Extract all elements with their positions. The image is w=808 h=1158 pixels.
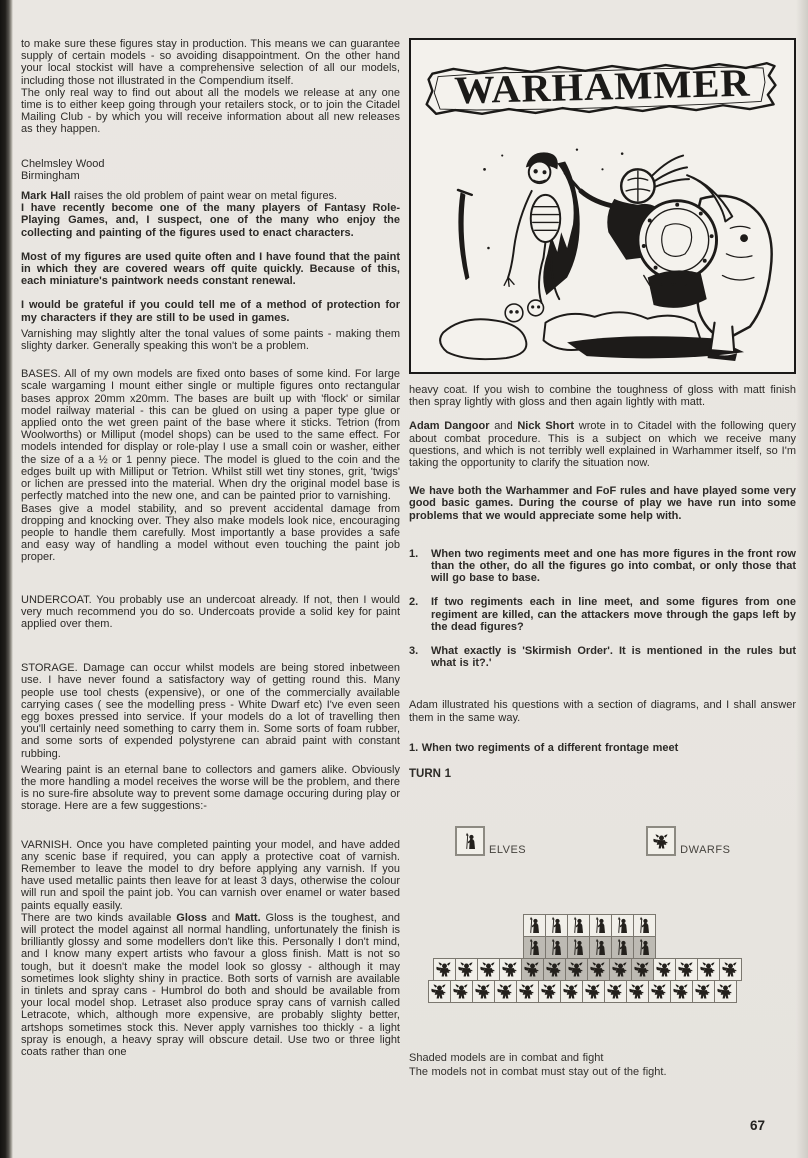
elf-regiment-row [523,936,796,959]
paragraph: UNDERCOAT. You probably use an undercoat already. If not, then I would very much recommend you do so. Undercoats provide a solid key for paint applied over them. [21,593,400,630]
question-item [409,645,796,669]
dwarf-icon [650,982,669,1001]
dwarf-model-square [692,980,715,1003]
address-line: Birmingham [21,169,80,182]
section-heading: 1. When two regiments of a different frontage meet [409,741,679,754]
dwarf-regiment-row [433,958,796,981]
dwarf-model-square [653,958,676,981]
elf-model-square [567,914,590,937]
paragraph [21,912,400,1058]
dwarf-icon [430,982,449,1001]
elf-icon [613,938,632,957]
reader-name: Mark Hall [21,190,71,203]
dwarfs-legend [646,826,730,856]
letter-paragraph: Most of my figures are used quite often and I have found that the paint in which they are covered wears off quite quickly. Because of this, each miniature's paintwork needs constant renewal. [21,250,400,288]
matt-keyword: Matt. [234,911,261,924]
paragraph-text: and [206,911,235,924]
dwarf-icon [479,960,498,979]
elf-icon [591,938,610,957]
dwarf-model-square [428,980,451,1003]
dwarf-model-square [521,958,544,981]
letter-paragraph: I would be grateful if you could tell me of a method of protection for my characters if they are still to be used in games. [21,299,400,324]
dwarf-icon [611,960,630,979]
elf-model-square [523,936,546,959]
paragraph: VARNISH. Once you have completed painting your model, and have added any scenic base if required, you can apply a protective coat of varnish. Remember to leave the model to dry before applying any varnish. If you have used metallic paints then leave for at least 3 days, otherwise the colour will run and spoil the paint job. You can varnish over enamel or water based paints equally easily. [21,838,400,912]
paragraph [21,190,400,202]
dwarfs-label: DWARFS [680,844,731,857]
letter-paragraph: We have both the Warhammer and FoF rules and have played some very good basic games. During the course of play we have run into some problems that we would appreciate some help with. [409,485,796,522]
dwarf-model-square [543,958,566,981]
dwarf-icon [501,960,520,979]
elves-label: ELVES [489,844,527,857]
elf-model-square [611,936,634,959]
dwarf-model-square [648,980,671,1003]
scan-edge-shadow [796,0,808,1158]
question-text: If two regiments each in line meet, and some figures from one regiment are killed, can the attackers move through the gaps left by the dead figures? [431,596,796,633]
dwarf-icon [655,960,674,979]
dwarf-icon [523,960,542,979]
question-text: When two regiments meet and one has more figures in the front row than the other, do all the figures go into combat, or only those that will go base to base. [431,547,796,585]
elf-model-square [611,914,634,937]
question-text: What exactly is 'Skirmish Order'. It is mentioned in the rules but what is it?.' [431,645,796,670]
paragraph-text: There are two kinds available [21,911,177,924]
elf-icon [525,938,544,957]
dwarf-model-square [455,958,478,981]
left-text-column [21,38,400,1058]
dwarf-model-square [626,980,649,1003]
elf-model-square [545,914,568,937]
dwarf-model-square [477,958,500,981]
dwarf-icon [699,960,718,979]
dwarf-icon [496,982,515,1001]
elf-icon [569,938,588,957]
combat-diagram [433,914,796,1003]
elf-regiment-row [523,914,796,937]
dwarf-icon [567,960,586,979]
dwarf-icon [562,982,581,1001]
warhammer-advert-box [409,38,796,374]
dwarf-model-square [499,958,522,981]
elf-icon [547,916,566,935]
dwarf-model-square [582,980,605,1003]
question-number: 1. [409,547,419,560]
elf-icon [635,938,654,957]
paragraph: Wearing paint is an eternal bane to collectors and gamers alike. Obviously the more handling a model receives the worse will be the problem, and there is no sure-fire absolute way to prevent some damage occuring during play or storage. Here are a few suggestions:- [21,763,400,813]
dwarf-icon [589,960,608,979]
elves-legend [455,826,526,856]
elf-icon [547,938,566,957]
question-number: 2. [409,596,419,609]
elf-icon [461,832,480,851]
caption-line: The models not in combat must stay out of the fight. [409,1066,667,1079]
dwarf-model-square [516,980,539,1003]
question-item [409,596,796,633]
dwarf-model-square [604,980,627,1003]
dwarf-model-square [675,958,698,981]
dwarf-icon [435,960,454,979]
dwarf-model-square [494,980,517,1003]
warhammer-illustration [419,130,786,362]
dwarf-icon [677,960,696,979]
dwarf-icon [540,982,559,1001]
unit-legend [455,826,796,856]
paragraph [409,420,796,469]
dwarf-icon [518,982,537,1001]
elf-icon [613,916,632,935]
elf-icon [635,916,654,935]
dwarf-icon [721,960,740,979]
dwarf-model-square [433,958,456,981]
dwarf-model-square [472,980,495,1003]
paragraph: to make sure these figures stay in production. This means we can guarantee supply of certain models - so avoiding disappointment. On the other hand your local stockist will have a comprehensive selection of all our models, including those not illustrated in the Compendium itself. [21,38,400,87]
dwarf-icon [628,982,647,1001]
dwarf-model-square [714,980,737,1003]
dwarf-icon [474,982,493,1001]
dwarf-model-square [538,980,561,1003]
dwarf-model-square [450,980,473,1003]
paragraph: STORAGE. Damage can occur whilst models are being stored inbetween use. I have never found a satisfactory way of getting round this. Many people use tool chests (expensive), or one of the commercially available carrying cases ( see the modelling press - White Dwarf etc) I've even seen egg boxes pressed into service. If your models do a lot of travelling then you'll certainly need something to carry them in. Some sorts of foam rubber, and some sorts of expended polystyrene can abraid paint with constant rubbing. [21,662,400,760]
paragraph-text: and [489,420,518,433]
paragraph: Bases give a model stability, and so prevent accidental damage from dropping and knocking over. They also make models look nice, encouraging people to handle them carefully. Most importantly a base provides a safe and easy way of handling a model without even touching the paint job proper. [21,502,400,564]
elf-model-square [589,936,612,959]
dwarf-icon [606,982,625,1001]
elf-model-square [633,914,656,937]
address-line: Chelmsley Wood [21,157,105,170]
letter-paragraph: I have recently become one of the many players of Fantasy Role-Playing Games, and, I suspect, one of the many who enjoy the collecting and painting of the figures used to enact characters. [21,202,400,239]
dwarf-model-square [609,958,632,981]
paragraph: The only real way to find out about all the models we release at any one time is to either keep going through your retailers stock, or to join the Citadel Mailing Club - by which you will receive information about all new releases as they happen. [21,86,400,136]
elf-model-square [589,914,612,937]
dwarf-model-square [670,980,693,1003]
dwarf-model-square [697,958,720,981]
dwarf-icon [584,982,603,1001]
right-text-column [409,38,796,1079]
elf-icon [525,916,544,935]
dwarf-model-square [587,958,610,981]
elf-model-square [567,936,590,959]
question-item [409,548,796,585]
diagram-caption [409,1051,796,1079]
elf-model-square [545,936,568,959]
dwarf-icon [452,982,471,1001]
dwarf-icon [694,982,713,1001]
dwarf-model-square [631,958,654,981]
dwarf-legend-square [646,826,676,856]
dwarf-icon [672,982,691,1001]
reader-name: Adam Dangoor [409,420,490,433]
elf-model-square [523,914,546,937]
dwarf-icon [545,960,564,979]
warhammer-logo-text: WARHAMMER [453,61,742,113]
elf-icon [569,916,588,935]
elf-legend-square [455,826,485,856]
paragraph-text: raises the old problem of paint wear on metal figures. [70,190,338,203]
dwarf-icon [633,960,652,979]
page-number: 67 [750,1118,766,1133]
paragraph: Varnishing may slightly alter the tonal values of some paints - making them slighty darker. Generally speaking this won't be a problem. [21,327,400,353]
dwarf-model-square [565,958,588,981]
dwarf-icon [652,832,671,851]
dwarf-regiment-row [428,980,796,1003]
turn-label: TURN 1 [409,768,452,781]
reader-name: Nick Short [517,420,575,433]
elf-model-square [633,936,656,959]
paragraph-text: Gloss is the toughest, and will protect the model against all normal handling, unfortunately the finish is brilliantly glossy and some modellers don't like this. Personally I don't mind, and I know many expert artists who favour a gloss finish. Matt is not so tough, but it doesn't make the model look so glossy - although it may sometimes look slighty shiny in practice. Both sorts of varnish are available in tinlets and spray cans - Humbrol do both and should be available from your local model shop. Letraset also produce spray cans of varnish called Letracote, which, although more expensive, are probably slighty better, artshops sometimes stock this. Never apply varnishes too thickly - a light spray is enough, a heavy spray will obscure detail. Use two or three light coats rather than one [21,911,401,1059]
caption-line: Shaded models are in combat and fight [409,1052,604,1065]
gloss-keyword: Gloss [176,911,207,924]
question-number: 3. [409,645,419,658]
paragraph: heavy coat. If you wish to combine the toughness of gloss with matt finish then spray lightly with gloss and then again lightly with matt. [409,384,796,409]
dwarf-icon [457,960,476,979]
dwarf-icon [716,982,735,1001]
warhammer-logo-banner [419,48,786,130]
dwarf-model-square [719,958,742,981]
scan-gutter-shadow [0,0,13,1158]
paragraph: BASES. All of my own models are fixed onto bases of some kind. For large scale wargaming I mount either single or multiple figures onto rectangular bases approx 20mm x20mm. The bases are built up with 'flock' or similar model railway material - this can be glued on using a paper type glue or applied onto the wet green paint of the base where it sticks. Tetrion (from Woolworths) or Milliput (model shops) can be used to the same effect. For models intended for display or role-play I use a small coin or washer, either the size of a a ½ or 1 penny piece. The model is glued to the coin and the edges built up with Milliput or Tetrion. Whilst still wet tiny stones, grit, 'twigs' or lichen are pressed into the material. When dry the original model base is perfectly matched into the new one, and can be painted prior to varnishing. [21,368,400,503]
paragraph: Adam illustrated his questions with a section of diagrams, and I shall answer them in the same way. [409,699,796,724]
elf-icon [591,916,610,935]
paragraph-text: wrote in to Citadel with the following query about combat procedure. This is a subject on which we receive many questions, and which is not terribly well explained in Warhammer itself, so I'm taking the opportunity to clarify the situation now. [409,420,797,470]
dwarf-model-square [560,980,583,1003]
